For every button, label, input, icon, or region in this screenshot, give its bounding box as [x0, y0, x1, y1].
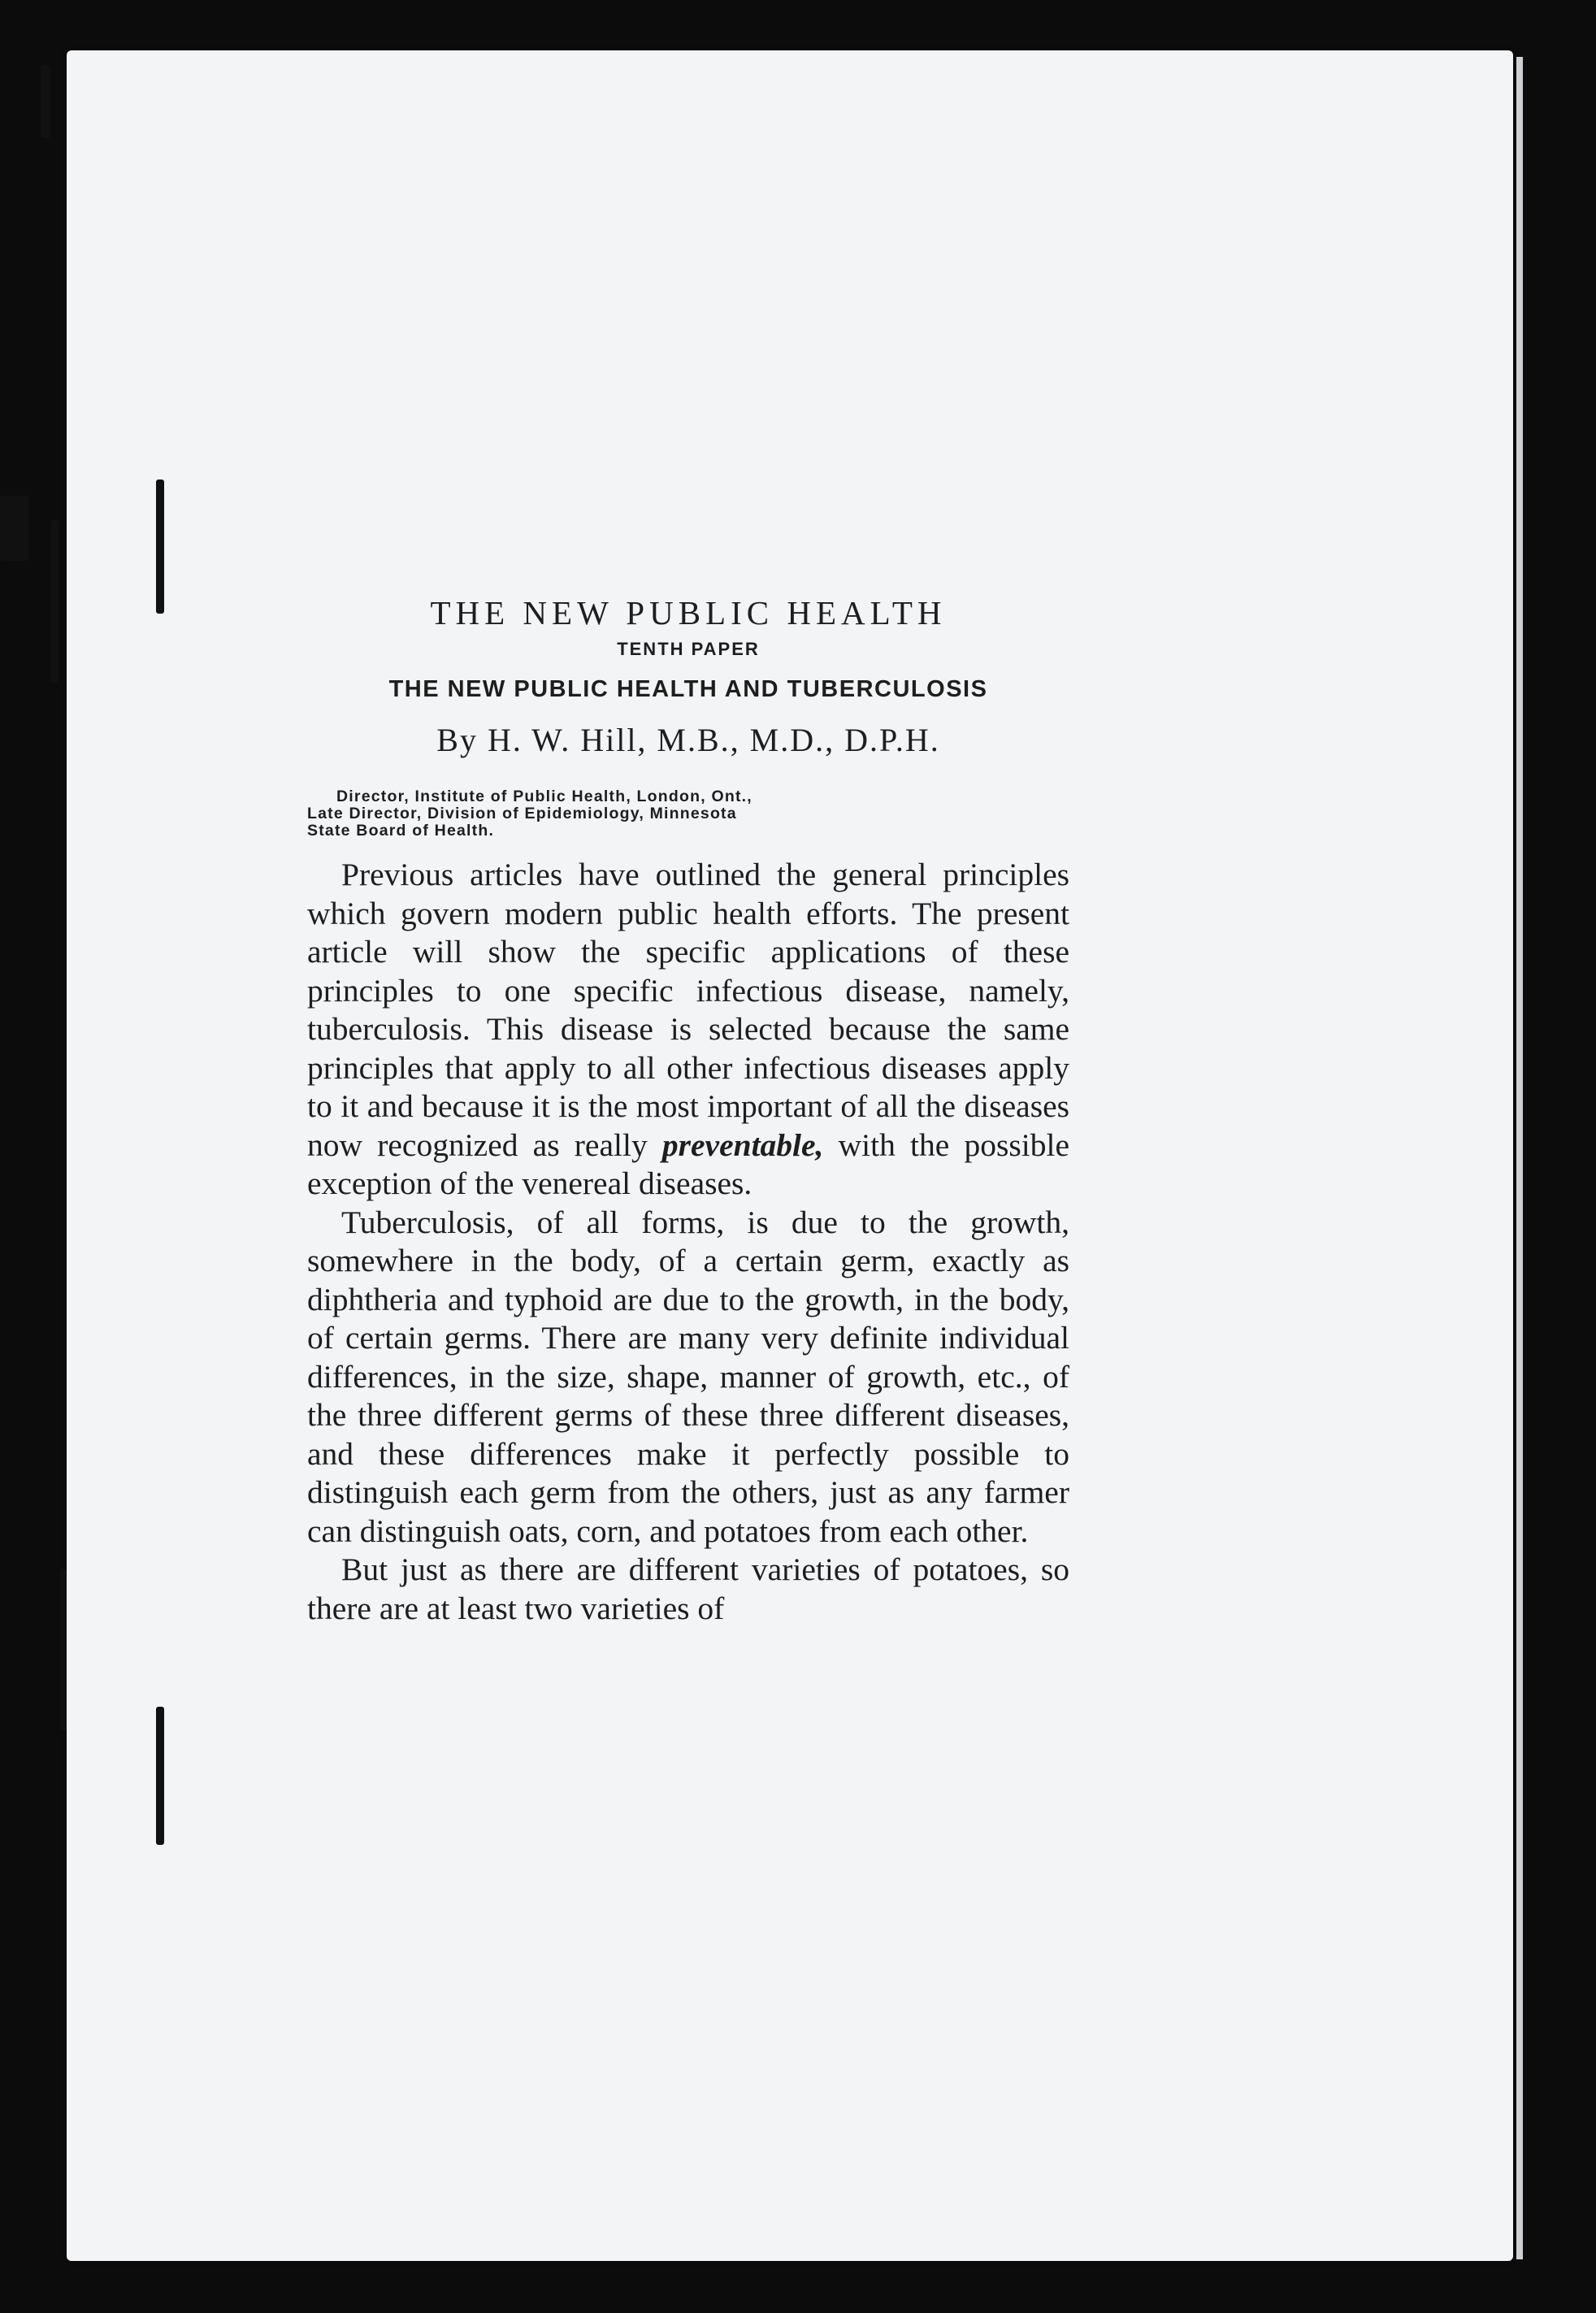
binding-mark: [41, 65, 50, 138]
paragraph-text: Previous articles have outlined the general principles which govern modern public health efforts. The present article will show the specific applications of these principles to one specific infectious disease, namely, tuberculosis. This disease is selected because the same principles that apply to all other infectious diseases apply to it and because it is the most important of all the diseases now recognized as really: [307, 857, 1069, 1163]
body-paragraph: [307, 856, 1069, 1204]
binding-mark: [156, 1707, 164, 1845]
binding-mark: [156, 480, 164, 614]
binding-mark: [60, 1569, 67, 1731]
body-paragraph: But just as there are different varieties of potatoes, so there are at least two varieties of: [307, 1551, 1069, 1626]
author-byline: By H. W. Hill, M.B., M.D., D.P.H.: [436, 722, 940, 758]
emphasized-text: preventable,: [661, 1126, 824, 1163]
affiliation-line: State Board of Health.: [307, 822, 495, 840]
series-title: THE NEW PUBLIC HEALTH: [430, 594, 947, 631]
binding-mark: [0, 496, 29, 561]
article: [307, 593, 1069, 1628]
author-affiliation: [307, 788, 1069, 840]
affiliation-line: Late Director, Division of Epidemiology, Minnesota: [307, 805, 737, 822]
paragraph-text: with the possible exception of the venereal diseases.: [307, 1126, 1069, 1201]
paper-number: TENTH PAPER: [617, 639, 760, 659]
body-paragraph: Tuberculosis, of all forms, is due to the growth, somewhere in the body, of a certain germ, exactly as diphtheria and typhoid are due to the growth, in the body, of certain germs. There are many very definite individual differences, in the size, shape, manner of growth, etc., of the three different germs of these three different diseases, and these differences make it perfectly possible to distinguish each germ from the others, just as any farmer can distinguish oats, corn, and potatoes from each other.: [307, 1204, 1069, 1549]
article-title: THE NEW PUBLIC HEALTH AND TUBERCULOSIS: [388, 676, 988, 702]
binding-mark: [50, 520, 59, 683]
affiliation-line: Director, Institute of Public Health, London, Ont.,: [336, 788, 752, 805]
page-edge: [1516, 57, 1523, 2259]
